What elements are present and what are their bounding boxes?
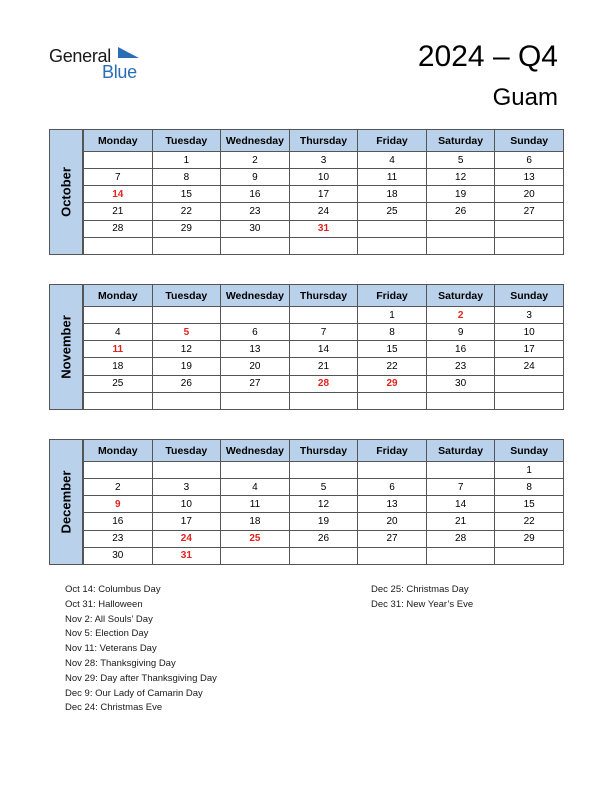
day-cell: 13 — [358, 496, 427, 513]
day-cell: 2 — [84, 479, 153, 496]
day-cell: 21 — [426, 513, 495, 530]
day-cell: 24 — [152, 530, 221, 547]
day-cell: 26 — [426, 203, 495, 220]
day-cell: 2 — [221, 152, 290, 169]
weekday-header: Wednesday — [221, 440, 290, 462]
day-cell — [358, 392, 427, 409]
month-calendar-december — [49, 439, 564, 565]
day-cell: 6 — [358, 479, 427, 496]
week-row — [84, 341, 564, 358]
day-cell: 8 — [358, 324, 427, 341]
day-cell: 3 — [289, 152, 358, 169]
day-cell: 19 — [152, 358, 221, 375]
weekday-header: Monday — [84, 285, 153, 307]
day-cell: 17 — [289, 186, 358, 203]
holiday-item: Dec 9: Our Lady of Camarin Day — [65, 687, 203, 699]
month-table — [83, 439, 564, 565]
holiday-item: Dec 31: New Year’s Eve — [371, 598, 474, 610]
day-cell: 28 — [289, 375, 358, 392]
day-cell — [152, 237, 221, 254]
week-row — [84, 237, 564, 254]
day-cell: 23 — [426, 358, 495, 375]
day-cell: 18 — [358, 186, 427, 203]
day-cell: 20 — [495, 186, 564, 203]
day-cell: 3 — [495, 307, 564, 324]
day-cell: 6 — [221, 324, 290, 341]
weekday-header: Monday — [84, 130, 153, 152]
day-cell: 23 — [221, 203, 290, 220]
week-row — [84, 220, 564, 237]
weekday-header: Saturday — [426, 285, 495, 307]
week-row — [84, 496, 564, 513]
day-cell: 11 — [221, 496, 290, 513]
logo-general-text: General — [49, 46, 111, 66]
day-cell — [495, 237, 564, 254]
month-name: November — [58, 315, 74, 379]
day-cell — [221, 237, 290, 254]
day-cell: 20 — [358, 513, 427, 530]
weekday-header: Wednesday — [221, 285, 290, 307]
day-cell — [495, 220, 564, 237]
month-name: December — [58, 470, 74, 534]
day-cell: 6 — [495, 152, 564, 169]
day-cell: 12 — [289, 496, 358, 513]
day-cell: 14 — [84, 186, 153, 203]
day-cell — [152, 307, 221, 324]
holiday-item: Nov 5: Election Day — [65, 628, 149, 640]
day-cell: 30 — [84, 547, 153, 564]
day-cell: 7 — [289, 324, 358, 341]
week-row — [84, 358, 564, 375]
day-cell — [152, 462, 221, 479]
day-cell: 9 — [221, 169, 290, 186]
day-cell — [495, 375, 564, 392]
week-row — [84, 169, 564, 186]
week-row — [84, 203, 564, 220]
day-cell: 18 — [84, 358, 153, 375]
logo — [49, 43, 149, 83]
day-cell: 4 — [221, 479, 290, 496]
holiday-item: Nov 2: All Souls’ Day — [65, 613, 153, 625]
day-cell: 28 — [426, 530, 495, 547]
weekday-header: Thursday — [289, 130, 358, 152]
day-cell: 11 — [84, 341, 153, 358]
day-cell — [426, 392, 495, 409]
day-cell: 25 — [358, 203, 427, 220]
day-cell — [495, 392, 564, 409]
day-cell: 27 — [221, 375, 290, 392]
day-cell: 10 — [289, 169, 358, 186]
weekday-header: Tuesday — [152, 130, 221, 152]
day-cell: 1 — [495, 462, 564, 479]
month-name: October — [58, 167, 74, 217]
day-cell — [426, 547, 495, 564]
day-cell — [426, 220, 495, 237]
weekday-header: Tuesday — [152, 285, 221, 307]
month-label-box — [49, 284, 83, 410]
day-cell: 24 — [495, 358, 564, 375]
day-cell: 14 — [289, 341, 358, 358]
day-cell: 28 — [84, 220, 153, 237]
day-cell: 16 — [84, 513, 153, 530]
day-cell — [358, 462, 427, 479]
month-table — [83, 129, 564, 255]
day-cell: 5 — [426, 152, 495, 169]
week-row — [84, 530, 564, 547]
day-cell: 26 — [289, 530, 358, 547]
day-cell: 25 — [221, 530, 290, 547]
month-label-box — [49, 129, 83, 255]
week-row — [84, 186, 564, 203]
day-cell — [289, 392, 358, 409]
week-row — [84, 152, 564, 169]
day-cell — [495, 547, 564, 564]
day-cell — [358, 547, 427, 564]
week-row — [84, 547, 564, 564]
day-cell: 15 — [152, 186, 221, 203]
day-cell — [289, 462, 358, 479]
day-cell: 27 — [495, 203, 564, 220]
weekday-header: Thursday — [289, 440, 358, 462]
weekday-header: Monday — [84, 440, 153, 462]
day-cell: 10 — [152, 496, 221, 513]
day-cell: 4 — [358, 152, 427, 169]
day-cell: 7 — [426, 479, 495, 496]
week-row — [84, 307, 564, 324]
day-cell: 18 — [221, 513, 290, 530]
day-cell: 22 — [152, 203, 221, 220]
day-cell: 21 — [84, 203, 153, 220]
day-cell: 22 — [358, 358, 427, 375]
week-row — [84, 462, 564, 479]
week-row — [84, 324, 564, 341]
day-cell — [289, 307, 358, 324]
weekday-header: Friday — [358, 440, 427, 462]
day-cell: 15 — [495, 496, 564, 513]
day-cell: 24 — [289, 203, 358, 220]
day-cell — [84, 392, 153, 409]
day-cell — [221, 392, 290, 409]
day-cell: 17 — [152, 513, 221, 530]
weekday-header: Thursday — [289, 285, 358, 307]
day-cell — [426, 237, 495, 254]
week-row — [84, 513, 564, 530]
day-cell: 31 — [152, 547, 221, 564]
weekday-header: Wednesday — [221, 130, 290, 152]
day-cell — [358, 237, 427, 254]
weekday-header: Saturday — [426, 440, 495, 462]
holiday-item: Nov 28: Thanksgiving Day — [65, 657, 176, 669]
day-cell: 1 — [152, 152, 221, 169]
day-cell — [84, 237, 153, 254]
page-subtitle: Guam — [492, 84, 558, 111]
day-cell: 5 — [289, 479, 358, 496]
holiday-item: Oct 14: Columbus Day — [65, 584, 161, 595]
day-cell: 27 — [358, 530, 427, 547]
day-cell — [289, 547, 358, 564]
weekday-header: Saturday — [426, 130, 495, 152]
weekday-header: Sunday — [495, 440, 564, 462]
day-cell — [221, 462, 290, 479]
day-cell: 19 — [289, 513, 358, 530]
holiday-item: Nov 11: Veterans Day — [65, 643, 157, 655]
weekday-header: Sunday — [495, 130, 564, 152]
day-cell: 16 — [426, 341, 495, 358]
day-cell: 26 — [152, 375, 221, 392]
day-cell: 15 — [358, 341, 427, 358]
day-cell: 29 — [358, 375, 427, 392]
weekday-header: Friday — [358, 130, 427, 152]
day-cell: 31 — [289, 220, 358, 237]
day-cell: 20 — [221, 358, 290, 375]
day-cell: 12 — [426, 169, 495, 186]
day-cell: 9 — [426, 324, 495, 341]
day-cell: 30 — [426, 375, 495, 392]
page-title: 2024 – Q4 — [417, 40, 558, 73]
day-cell: 19 — [426, 186, 495, 203]
holiday-item: Dec 25: Christmas Day — [371, 584, 469, 595]
day-cell — [221, 307, 290, 324]
day-cell — [426, 462, 495, 479]
day-cell: 29 — [152, 220, 221, 237]
logo-blue-text: Blue — [102, 62, 137, 82]
holiday-list-right — [371, 583, 473, 613]
day-cell: 25 — [84, 375, 153, 392]
day-cell — [221, 547, 290, 564]
day-cell: 2 — [426, 307, 495, 324]
day-cell — [84, 307, 153, 324]
day-cell: 5 — [152, 324, 221, 341]
day-cell: 13 — [495, 169, 564, 186]
holiday-item: Dec 24: Christmas Eve — [65, 702, 163, 714]
day-cell: 8 — [495, 479, 564, 496]
day-cell — [152, 392, 221, 409]
day-cell: 22 — [495, 513, 564, 530]
day-cell: 11 — [358, 169, 427, 186]
day-cell — [84, 152, 153, 169]
day-cell: 7 — [84, 169, 153, 186]
month-calendar-november — [49, 284, 564, 410]
day-cell: 13 — [221, 341, 290, 358]
day-cell: 12 — [152, 341, 221, 358]
weekday-header: Sunday — [495, 285, 564, 307]
holiday-item: Oct 31: Halloween — [65, 598, 143, 610]
day-cell: 1 — [358, 307, 427, 324]
week-row — [84, 375, 564, 392]
weekday-header: Friday — [358, 285, 427, 307]
day-cell — [358, 220, 427, 237]
month-calendar-october — [49, 129, 564, 255]
day-cell: 21 — [289, 358, 358, 375]
day-cell: 29 — [495, 530, 564, 547]
holiday-list-left — [65, 583, 217, 716]
month-table — [83, 284, 564, 410]
day-cell: 23 — [84, 530, 153, 547]
week-row — [84, 392, 564, 409]
day-cell: 3 — [152, 479, 221, 496]
day-cell: 14 — [426, 496, 495, 513]
day-cell: 30 — [221, 220, 290, 237]
day-cell: 8 — [152, 169, 221, 186]
holiday-item: Nov 29: Day after Thanksgiving Day — [65, 672, 217, 684]
day-cell: 10 — [495, 324, 564, 341]
day-cell: 9 — [84, 496, 153, 513]
day-cell: 4 — [84, 324, 153, 341]
week-row — [84, 479, 564, 496]
day-cell: 17 — [495, 341, 564, 358]
day-cell: 16 — [221, 186, 290, 203]
day-cell — [289, 237, 358, 254]
month-label-box — [49, 439, 83, 565]
weekday-header: Tuesday — [152, 440, 221, 462]
day-cell — [84, 462, 153, 479]
